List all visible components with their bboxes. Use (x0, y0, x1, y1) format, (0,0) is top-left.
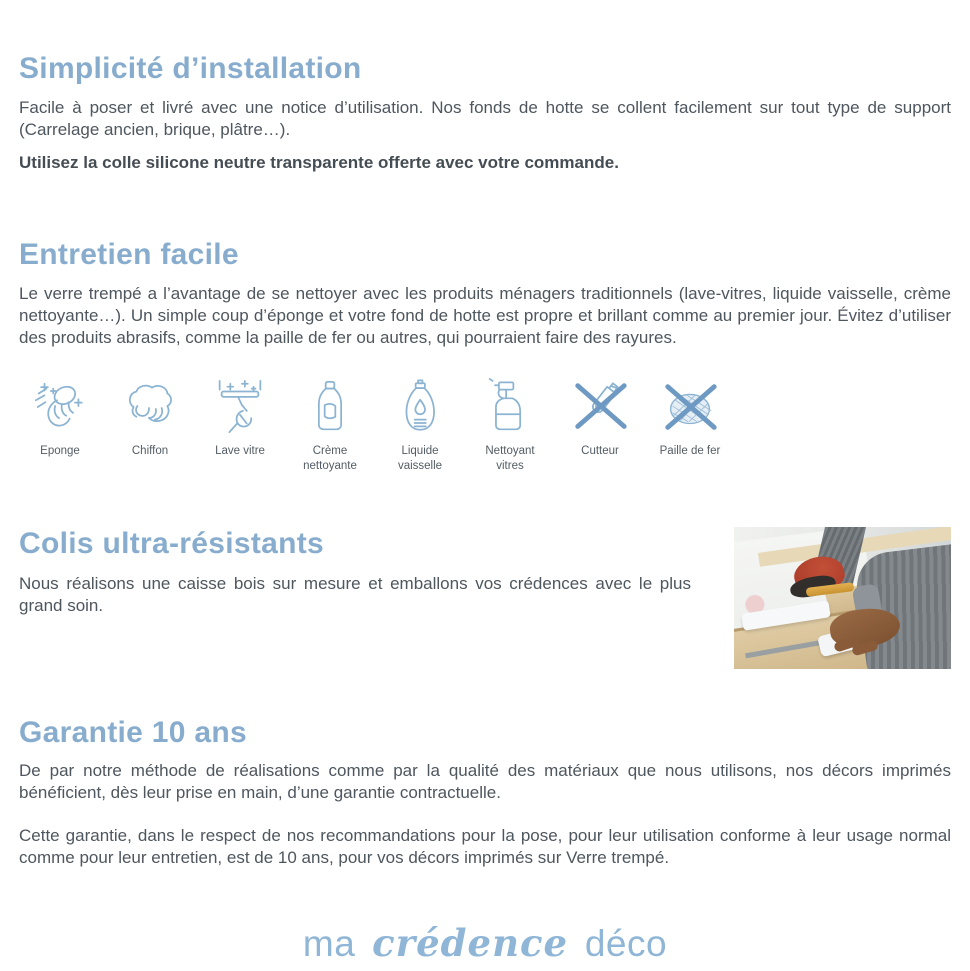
icon-item-chiffon (109, 377, 191, 474)
steel-wool-crossed-icon (659, 377, 721, 439)
section-entretien (19, 238, 951, 474)
brand-logo (303, 923, 667, 964)
colis-paragraph: Nous réalisons une caisse bois sur mesure et emballons vos crédences avec le plus grand soin. (19, 574, 691, 615)
icon-item-liquide-vaisselle (379, 377, 461, 474)
icon-label-creme-nettoyante: Crème nettoyante (303, 445, 357, 472)
garantie-paragraph-1: De par notre méthode de réalisations comme par la qualité des matériaux que nous utilisons, nos décors imprimés bénéficient, dès leur prise en main, d’une garantie contractuelle. (19, 761, 951, 802)
cloth-icon (119, 377, 181, 439)
section-colis (19, 527, 951, 669)
icon-item-creme-nettoyante (289, 377, 371, 474)
brand-logo-credence: crédence (372, 921, 569, 965)
section-title-entretien: Entretien facile (19, 238, 239, 271)
icon-item-paille-de-fer (649, 377, 731, 474)
squeegee-icon (209, 377, 271, 439)
footer (19, 921, 951, 965)
dish-soap-bottle-icon (389, 377, 451, 439)
icon-item-nettoyant-vitres (469, 377, 551, 474)
section-garantie (19, 716, 951, 869)
section-title-garantie: Garantie 10 ans (19, 716, 247, 749)
brand-logo-ma: ma (302, 923, 356, 964)
icon-label-eponge: Eponge (40, 445, 80, 457)
icon-item-lave-vitre (199, 377, 281, 474)
packing-crate-photo (734, 527, 951, 669)
installation-bold-note: Utilisez la colle silicone neutre transparente offerte avec votre commande. (19, 153, 619, 172)
icon-label-paille-de-fer: Paille de fer (659, 445, 721, 457)
icon-label-lave-vitre: Lave vitre (215, 445, 265, 457)
cleaning-icons-row (19, 377, 731, 474)
sponge-icon (29, 377, 91, 439)
section-title-colis: Colis ultra-résistants (19, 527, 325, 560)
section-installation (19, 0, 951, 174)
icon-label-cutteur: Cutteur (581, 445, 619, 457)
icon-label-chiffon: Chiffon (131, 445, 169, 457)
garantie-paragraph-2: Cette garantie, dans le respect de nos recommandations pour la pose, pour leur utilisation conforme à leur usage normal comme pour leur entretien, est de 10 ans, pour vos décors imprimés sur Verre trempé. (19, 826, 951, 867)
section-title-installation: Simplicité d’installation (19, 52, 362, 85)
icon-label-liquide-vaisselle: Liquide vaisselle (397, 445, 443, 472)
icon-item-cutteur (559, 377, 641, 474)
installation-paragraph: Facile à poser et livré avec une notice d’utilisation. Nos fonds de hotte se collent facilement sur tout type de support (Carrelage ancien, brique, plâtre…). (19, 98, 951, 139)
icon-label-nettoyant-vitres: Nettoyant vitres (485, 445, 535, 472)
brand-logo-deco: déco (584, 923, 668, 964)
spray-bottle-icon (479, 377, 541, 439)
entretien-paragraph: Le verre trempé a l’avantage de se nettoyer avec les produits ménagers traditionnels (lave-vitres, liquide vaisselle, crème nettoyante…). Un simple coup d’éponge et votre fond de hotte est propre et brillant comme au premier jour. Évitez d’utiliser des produits abrasifs, comme la paille de fer ou autres, qui pourraient faire des rayures. (19, 284, 951, 347)
icon-item-eponge (19, 377, 101, 474)
box-cutter-crossed-icon (569, 377, 631, 439)
cleaning-cream-bottle-icon (299, 377, 361, 439)
